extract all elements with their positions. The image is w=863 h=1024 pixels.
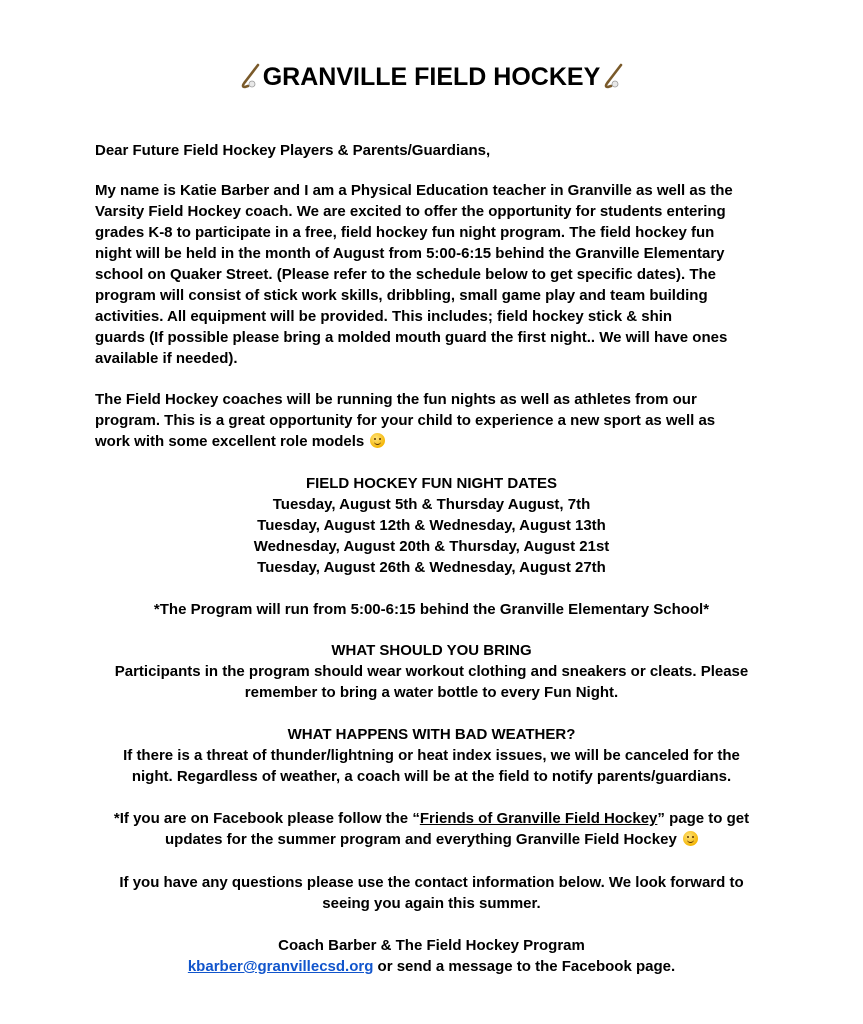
facebook-suffix: ” page to get	[657, 810, 750, 827]
weather-line: If there is a threat of thunder/lightning or heat index issues, we will be canceled for the	[123, 747, 740, 764]
smile-emoji-icon	[683, 831, 698, 846]
greeting: Dear Future Field Hockey Players & Parents/Guardians,	[95, 142, 491, 159]
facebook-page-link[interactable]: Friends of Granville Field Hockey	[419, 810, 658, 827]
facebook-prefix: *If you are on Facebook please follow the “	[113, 810, 420, 827]
title-text: GRANVILLE FIELD HOCKEY	[262, 63, 601, 91]
field-hockey-stick-icon	[600, 63, 626, 89]
date-line: Wednesday, August 20th & Thursday, August 21st	[253, 538, 610, 555]
date-line: Tuesday, August 12th & Wednesday, August 13th	[257, 517, 606, 534]
facebook-line	[0, 808, 863, 829]
email-link[interactable]: kbarber@granvillecsd.org	[187, 958, 374, 975]
questions-section	[0, 872, 863, 914]
weather-line: night. Regardless of weather, a coach will be at the field to notify parents/guardians.	[131, 768, 732, 785]
dates-heading: FIELD HOCKEY FUN NIGHT DATES	[305, 475, 558, 492]
smile-emoji-icon	[370, 433, 385, 448]
facebook-line2-text: updates for the summer program and everything Granville Field Hockey	[165, 831, 677, 848]
paragraph-line: grades K-8 to participate in a free, field hockey fun night program. The field hockey fun	[95, 224, 715, 241]
program-note: *The Program will run from 5:00-6:15 behind the Granville Elementary School*	[153, 601, 710, 618]
coaches-paragraph	[95, 389, 775, 452]
facebook-line	[0, 829, 863, 850]
page-title	[0, 60, 863, 94]
signature: Coach Barber & The Field Hockey Program	[278, 937, 585, 954]
paragraph-line: night will be held in the month of August from 5:00-6:15 behind the Granville Elementary	[95, 245, 725, 262]
paragraph-line: program will consist of stick work skills, dribbling, small game play and team building	[95, 287, 708, 304]
paragraph-line: program. This is a great opportunity for your child to experience a new sport as well as	[95, 412, 716, 429]
dates-section	[0, 473, 863, 578]
bring-heading: WHAT SHOULD YOU BRING	[331, 642, 532, 659]
contact-rest: or send a message to the Facebook page.	[373, 958, 676, 975]
bring-line: remember to bring a water bottle to every Fun Night.	[244, 684, 619, 701]
bring-line: Participants in the program should wear workout clothing and sneakers or cleats. Please	[114, 663, 749, 680]
contact-section	[0, 935, 863, 977]
paragraph-line	[95, 431, 775, 452]
questions-line: If you have any questions please use the contact information below. We look forward to	[119, 874, 744, 891]
field-hockey-stick-icon	[237, 63, 263, 89]
bring-section	[0, 640, 863, 703]
paragraph-line: available if needed).	[95, 350, 238, 367]
paragraph-line: My name is Katie Barber and I am a Physical Education teacher in Granville as well as the	[95, 182, 733, 199]
paragraph-line: The Field Hockey coaches will be running the fun nights as well as athletes from our	[95, 391, 697, 408]
intro-paragraph	[95, 180, 775, 369]
date-line: Tuesday, August 26th & Wednesday, August 27th	[257, 559, 606, 576]
paragraph-line: Varsity Field Hockey coach. We are excited to offer the opportunity for students entering	[95, 203, 726, 220]
weather-heading: WHAT HAPPENS WITH BAD WEATHER?	[287, 726, 576, 743]
questions-line: seeing you again this summer.	[322, 895, 541, 912]
contact-line	[0, 956, 863, 977]
paragraph-line: activities. All equipment will be provided. This includes; field hockey stick & shin	[95, 308, 673, 325]
weather-section	[0, 724, 863, 787]
facebook-section	[0, 808, 863, 850]
paragraph-line: guards (If possible please bring a molded mouth guard the first night.. We will have ones	[95, 329, 728, 346]
paragraph-text: work with some excellent role models	[95, 433, 365, 450]
paragraph-line: school on Quaker Street. (Please refer to the schedule below to get specific dates). The	[95, 266, 716, 283]
date-line: Tuesday, August 5th & Thursday August, 7th	[272, 496, 591, 513]
